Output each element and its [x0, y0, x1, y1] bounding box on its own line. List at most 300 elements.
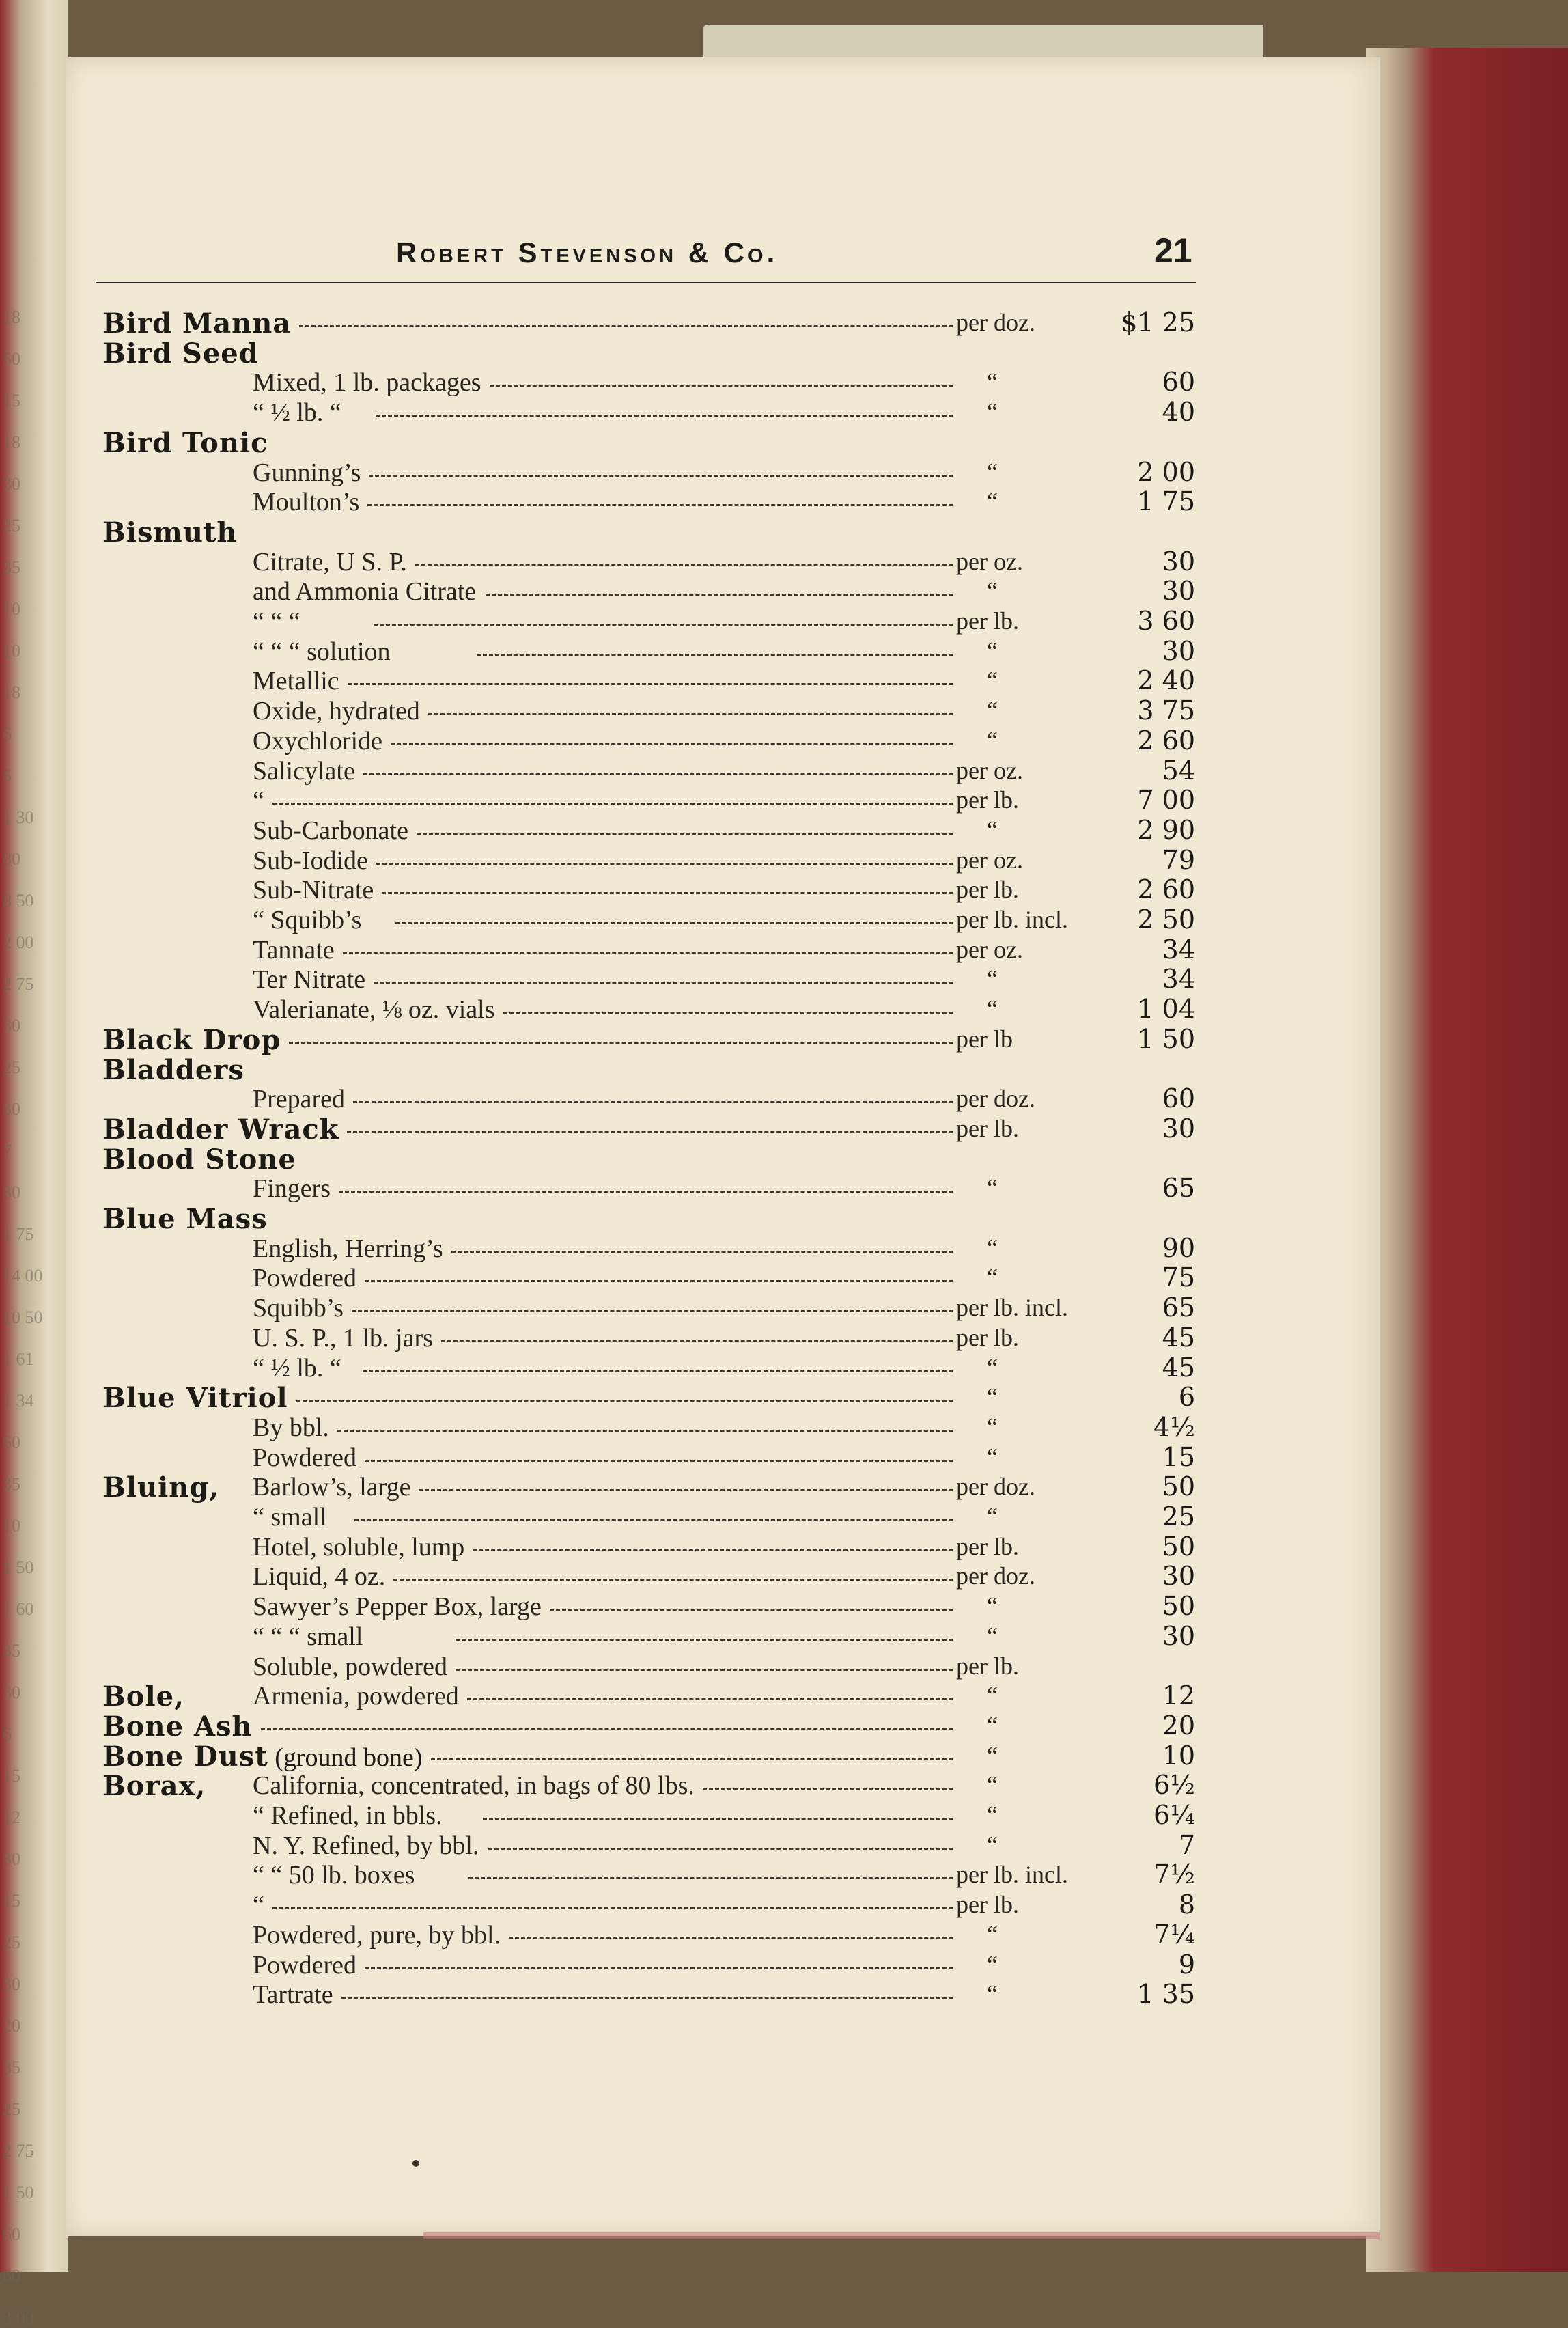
- entry-unit: per lb.: [956, 876, 1019, 903]
- dotted-leader: [376, 863, 953, 865]
- dotted-leader: [343, 952, 953, 954]
- facing-page-number: 80: [3, 849, 20, 869]
- entry-description: Powdered: [253, 1443, 356, 1472]
- entry-unit: per doz.: [956, 309, 1035, 336]
- facing-page-number: 1 34: [3, 1391, 34, 1411]
- entry-row: [0, 516, 1568, 549]
- entry-price: 65: [1162, 1173, 1195, 1203]
- entry-unit: “: [987, 458, 998, 486]
- entry-row: [0, 1979, 1568, 2009]
- dotted-leader: [369, 475, 953, 477]
- entry-row: [0, 1144, 1568, 1174]
- entry-description: Tannate: [253, 936, 335, 965]
- entry-unit: “: [987, 965, 998, 993]
- entry-unit: “: [987, 1413, 998, 1441]
- entry-price: 7 00: [1137, 785, 1195, 815]
- facing-page-number: 30: [3, 1974, 20, 1994]
- entry-row: [0, 397, 1568, 427]
- entry-unit: per lb. incl.: [956, 906, 1068, 933]
- entry-description: “: [253, 1891, 264, 1920]
- entry-price: 2 50: [1137, 904, 1195, 934]
- facing-page-number: 10: [3, 1516, 20, 1536]
- dotted-leader: [289, 1042, 953, 1044]
- entry-unit: per lb.: [956, 1324, 1019, 1351]
- entry-unit: per lb. incl.: [956, 1861, 1068, 1888]
- entry-price: $1 25: [1121, 307, 1195, 337]
- entry-row: [0, 337, 1568, 368]
- entry-description: “ Refined, in bbls.: [253, 1801, 443, 1830]
- dotted-leader: [376, 415, 953, 417]
- entry-price: 1 50: [1137, 1024, 1195, 1054]
- entry-price: 7½: [1153, 1859, 1195, 1889]
- dotted-leader: [354, 1519, 953, 1521]
- entry-description: “ “ “ solution: [253, 637, 391, 666]
- entry-description: Sub-Carbonate: [253, 816, 408, 845]
- entry-price: 30: [1162, 636, 1195, 666]
- entry-description: “: [253, 786, 264, 815]
- entry-row: [0, 665, 1568, 695]
- facing-page-number: 6: [3, 724, 12, 744]
- entry-description: “ Squibb’s: [253, 906, 362, 934]
- entry-price: 75: [1162, 1262, 1195, 1292]
- entry-unit: per oz.: [956, 548, 1023, 575]
- entry-row: [0, 725, 1568, 756]
- dotted-leader: [337, 1430, 953, 1432]
- entry-price: 40: [1162, 397, 1195, 427]
- entry-price: 2 00: [1137, 457, 1195, 487]
- facing-page-number: 18: [3, 432, 20, 452]
- entry-row: [0, 785, 1568, 815]
- dotted-leader: [509, 1937, 953, 1939]
- dotted-leader: [353, 1101, 953, 1103]
- entry-heading: Blood Stone: [102, 1144, 296, 1176]
- dotted-leader: [382, 892, 953, 894]
- entry-row: [0, 636, 1568, 666]
- entry-row: [0, 546, 1568, 577]
- entry-unit: “: [987, 816, 998, 844]
- facing-page-number: 60: [3, 2266, 20, 2286]
- dotted-leader: [483, 1818, 953, 1820]
- entry-row: [0, 1710, 1568, 1741]
- dotted-leader: [296, 1400, 953, 1402]
- entry-price: 30: [1162, 546, 1195, 577]
- facing-page-number: 2 75: [3, 974, 34, 994]
- entry-description: Powdered, pure, by bbl.: [253, 1921, 501, 1950]
- entry-price: 79: [1162, 845, 1195, 875]
- entry-row: [0, 934, 1568, 965]
- entry-row: [0, 1651, 1568, 1681]
- entry-unit: “: [987, 1354, 998, 1381]
- entry-unit: “: [987, 368, 998, 396]
- entry-description: Oxide, hydrated: [253, 697, 420, 725]
- entry-unit: “: [987, 1503, 998, 1530]
- entry-price: 3 75: [1137, 695, 1195, 725]
- dotted-leader: [374, 982, 953, 984]
- facing-page-number: 20: [3, 2016, 20, 2036]
- entry-unit: per oz.: [956, 757, 1023, 784]
- entry-price: 65: [1162, 1292, 1195, 1322]
- dotted-leader: [703, 1788, 953, 1790]
- entry-unit: “: [987, 995, 998, 1023]
- entry-price: 25: [1162, 1501, 1195, 1532]
- entry-description: “ ½ lb. “: [253, 1354, 341, 1383]
- entry-price: 1 75: [1137, 486, 1195, 516]
- facing-page-number: 6: [3, 1724, 12, 1744]
- entry-price: 20: [1162, 1710, 1195, 1741]
- entry-price: 60: [1162, 1083, 1195, 1113]
- entry-row: [0, 1113, 1568, 1144]
- entry-description: Valerianate, ⅛ oz. vials: [253, 995, 495, 1024]
- dotted-leader: [456, 1639, 953, 1641]
- entry-price: 34: [1162, 934, 1195, 965]
- facing-page-number: 30: [3, 1182, 20, 1202]
- entry-price: 30: [1162, 1561, 1195, 1591]
- facing-page-number: 3 00: [3, 2308, 34, 2327]
- dotted-leader: [365, 1280, 953, 1282]
- entry-price: 50: [1162, 1532, 1195, 1562]
- ink-dot: [412, 2160, 419, 2167]
- entry-row: [0, 1680, 1568, 1713]
- entry-unit: per lb. incl.: [956, 1294, 1068, 1321]
- entry-price: 3 60: [1137, 606, 1195, 636]
- entry-unit: “: [987, 637, 998, 665]
- entry-unit: per lb: [956, 1025, 1013, 1053]
- entry-row: [0, 1770, 1568, 1800]
- entry-row: [0, 457, 1568, 487]
- entry-description: Prepared: [253, 1085, 346, 1113]
- entry-description: Sub-Nitrate: [253, 876, 374, 904]
- facing-page-number: 30: [3, 1016, 20, 1036]
- entry-unit: “: [987, 1771, 998, 1799]
- entry-description: Barlow’s, large: [253, 1473, 411, 1501]
- entry-unit: “: [987, 1592, 998, 1620]
- page-header: Robert Stevenson & Co.: [396, 236, 779, 268]
- dotted-leader: [431, 1758, 953, 1760]
- dotted-leader: [367, 504, 953, 506]
- entry-description: Squibb’s: [253, 1294, 344, 1322]
- dotted-leader: [441, 1340, 953, 1342]
- facing-page-number: 12: [3, 1807, 20, 1827]
- entry-row: [0, 1203, 1568, 1233]
- facing-page-number: 30: [3, 1849, 20, 1869]
- entry-row: [0, 1292, 1568, 1322]
- entry-unit: “: [987, 1264, 998, 1291]
- entry-unit: “: [987, 697, 998, 724]
- facing-page-number: 1 60: [3, 1599, 34, 1619]
- entry-description: Citrate, U S. P.: [253, 548, 407, 577]
- entry-row: [0, 994, 1568, 1024]
- dotted-leader: [272, 803, 953, 805]
- entry-price: 7: [1178, 1830, 1195, 1860]
- entry-price: 7¼: [1153, 1920, 1195, 1950]
- entry-unit: per oz.: [956, 936, 1023, 963]
- entry-unit: “: [987, 1443, 998, 1471]
- entry-heading: Bone Ash: [102, 1710, 253, 1743]
- entry-price: 30: [1162, 1113, 1195, 1144]
- entry-row: [0, 1621, 1568, 1651]
- entry-price: 1 35: [1137, 1979, 1195, 2009]
- entry-price: 9: [1178, 1950, 1195, 1980]
- entry-row: [0, 1950, 1568, 1980]
- entry-price: 30: [1162, 1621, 1195, 1651]
- entry-description: “ “ 50 lb. boxes: [253, 1861, 415, 1889]
- entry-row: [0, 1262, 1568, 1292]
- entry-heading: Bird Manna: [102, 307, 292, 340]
- dotted-leader: [503, 1012, 953, 1014]
- entry-row: [0, 307, 1568, 340]
- entry-unit: per oz.: [956, 846, 1023, 874]
- entry-row: [0, 606, 1568, 636]
- entry-row: [0, 1173, 1568, 1203]
- facing-page-number: 25: [3, 1932, 20, 1952]
- dotted-leader: [456, 1669, 953, 1671]
- entry-price: 10: [1162, 1741, 1195, 1771]
- entry-description: “ small: [253, 1503, 327, 1532]
- entry-unit: “: [987, 1712, 998, 1739]
- entry-price: 15: [1162, 1442, 1195, 1472]
- entry-price: 45: [1162, 1353, 1195, 1383]
- entry-price: 12: [1162, 1680, 1195, 1710]
- entry-price: 2 40: [1137, 665, 1195, 695]
- dotted-leader: [299, 325, 953, 327]
- facing-page-number: 2 75: [3, 2141, 34, 2161]
- facing-page-number: 1 30: [3, 807, 34, 827]
- facing-page-number: 35: [3, 1641, 20, 1661]
- entry-price: 60: [1162, 367, 1195, 397]
- entry-description: N. Y. Refined, by bbl.: [253, 1831, 479, 1860]
- entry-description: Powdered: [253, 1951, 356, 1980]
- dotted-leader: [391, 743, 953, 745]
- entry-row: [0, 1800, 1568, 1830]
- entry-row: [0, 1322, 1568, 1353]
- entry-unit: “: [987, 727, 998, 754]
- dotted-leader: [341, 1997, 953, 1999]
- dotted-leader: [261, 1728, 953, 1730]
- facing-page-number: 8 50: [3, 891, 34, 911]
- entry-row: [0, 756, 1568, 786]
- entry-description: Moulton’s: [253, 488, 360, 516]
- dotted-leader: [339, 1191, 953, 1193]
- entry-unit: per doz.: [956, 1085, 1035, 1112]
- entry-price: 2 90: [1137, 815, 1195, 845]
- entry-description: Tartrate: [253, 1980, 333, 2009]
- facing-page-number: 1 61: [3, 1349, 34, 1369]
- entry-row: [0, 1889, 1568, 1920]
- dotted-leader: [415, 564, 953, 566]
- dotted-leader: [428, 713, 953, 715]
- facing-page-number: 10: [3, 641, 20, 661]
- facing-page-number: 25: [3, 516, 20, 536]
- entry-unit: per lb.: [956, 607, 1019, 635]
- dotted-leader: [365, 1460, 953, 1462]
- facing-page-number: 30: [3, 1099, 20, 1119]
- entry-heading: Bladders: [102, 1054, 244, 1086]
- facing-page-number: 5: [3, 766, 12, 786]
- entry-price: 45: [1162, 1322, 1195, 1353]
- entry-price: 90: [1162, 1233, 1195, 1263]
- entry-heading: Black Drop: [102, 1024, 281, 1056]
- entry-row: [0, 1024, 1568, 1054]
- entry-unit: “: [987, 1951, 998, 1978]
- facing-page-number: 1 50: [3, 2182, 34, 2202]
- entry-unit: “: [987, 1831, 998, 1859]
- entry-row: [0, 1591, 1568, 1621]
- header-rule: [96, 282, 1196, 283]
- dotted-leader: [467, 1698, 953, 1700]
- facing-page-number: 50: [3, 349, 20, 369]
- entry-row: [0, 1442, 1568, 1472]
- entry-price: 54: [1162, 756, 1195, 786]
- facing-page-number: 7: [3, 1141, 12, 1161]
- entry-heading: Borax,: [102, 1770, 206, 1802]
- entry-heading: Bird Seed: [102, 337, 259, 370]
- entry-price: 8: [1178, 1889, 1195, 1920]
- dotted-leader: [363, 773, 953, 775]
- entry-unit: “: [987, 1980, 998, 2008]
- entry-row: [0, 1859, 1568, 1889]
- entry-row: [0, 427, 1568, 457]
- entry-unit: per lb.: [956, 1533, 1019, 1560]
- entry-row: [0, 904, 1568, 934]
- facing-page-number: 18: [3, 307, 20, 327]
- entry-row: [0, 1561, 1568, 1591]
- facing-page-number: 15: [3, 1891, 20, 1911]
- dotted-leader: [352, 1310, 953, 1312]
- page-number: 21: [1154, 232, 1192, 270]
- dotted-leader: [488, 1848, 953, 1850]
- entry-description: “ “ “: [253, 607, 300, 636]
- entry-row: [0, 1920, 1568, 1950]
- entry-row: [0, 1532, 1568, 1562]
- entry-description: Oxychloride: [253, 727, 382, 756]
- entry-description: Mixed, 1 lb. packages: [253, 368, 481, 397]
- dotted-leader: [365, 1967, 953, 1969]
- page-bottom-edge: [423, 2232, 1380, 2239]
- entry-unit: “: [987, 1174, 998, 1202]
- entry-description: U. S. P., 1 lb. jars: [253, 1324, 433, 1353]
- facing-page-number: 60: [3, 1432, 20, 1452]
- entry-row: [0, 1054, 1568, 1084]
- entry-heading: Bismuth: [102, 516, 238, 549]
- facing-page-number: 25: [3, 1057, 20, 1077]
- entry-price: 4½: [1153, 1412, 1195, 1442]
- entry-unit: per doz.: [956, 1473, 1035, 1500]
- facing-page-number: 1 50: [3, 1557, 34, 1577]
- entry-unit: “: [987, 667, 998, 694]
- entry-row: [0, 874, 1568, 904]
- dotted-leader: [347, 1131, 953, 1133]
- dotted-leader: [550, 1609, 953, 1611]
- entry-unit: “: [987, 1234, 998, 1262]
- entry-row: [0, 815, 1568, 845]
- entry-row: [0, 367, 1568, 397]
- entry-description: Sub-Iodide: [253, 846, 368, 875]
- entry-price: 6: [1178, 1382, 1195, 1412]
- entry-heading: Blue Mass: [102, 1203, 268, 1235]
- entry-row: [0, 1233, 1568, 1263]
- facing-page-number: 35: [3, 2057, 20, 2077]
- entry-price: 34: [1162, 964, 1195, 994]
- dotted-leader: [417, 833, 953, 835]
- entry-description: “ ½ lb. “: [253, 398, 341, 427]
- entry-unit: “: [987, 1921, 998, 1948]
- entry-description: By bbl.: [253, 1413, 329, 1442]
- entry-description: “ “ “ small: [253, 1622, 363, 1651]
- facing-page-number: 30: [3, 1682, 20, 1702]
- entry-row: [0, 1083, 1568, 1113]
- entry-description: California, concentrated, in bags of 80 lbs.: [253, 1771, 695, 1800]
- entry-row: [0, 1741, 1568, 1771]
- entry-unit: “: [987, 1682, 998, 1709]
- entry-row: [0, 964, 1568, 994]
- facing-page-number: 35: [3, 557, 20, 577]
- entry-description: Gunning’s: [253, 458, 361, 487]
- dotted-leader: [363, 1370, 953, 1372]
- entry-row: [0, 1471, 1568, 1504]
- entry-description: Fingers: [253, 1174, 331, 1203]
- entry-row: [0, 1830, 1568, 1860]
- entry-description: English, Herring’s: [253, 1234, 443, 1263]
- facing-page-number: 1 75: [3, 1224, 34, 1244]
- entry-row: [0, 1501, 1568, 1532]
- entry-row: [0, 1353, 1568, 1383]
- entry-heading: Bone Dust (ground bone): [102, 1741, 423, 1773]
- entry-unit: “: [987, 1801, 998, 1829]
- facing-page-number: 2 00: [3, 932, 34, 952]
- entry-price: 2 60: [1137, 874, 1195, 904]
- entry-heading: Bluing,: [102, 1471, 220, 1504]
- entry-unit: “: [987, 488, 998, 515]
- entry-row: [0, 695, 1568, 725]
- entry-unit: “: [987, 1622, 998, 1650]
- entry-description: Soluble, powdered: [253, 1652, 447, 1681]
- facing-page-number: 15: [3, 391, 20, 411]
- entry-price: 6¼: [1153, 1800, 1195, 1830]
- entry-price: 6½: [1153, 1770, 1195, 1800]
- facing-page-number: 60: [3, 2224, 20, 2244]
- entry-price: 50: [1162, 1471, 1195, 1501]
- dotted-leader: [468, 1877, 953, 1879]
- entry-heading: Blue Vitriol: [102, 1382, 288, 1414]
- entry-row: [0, 1412, 1568, 1442]
- entry-unit: “: [987, 398, 998, 426]
- dotted-leader: [490, 385, 953, 387]
- entry-heading: Bird Tonic: [102, 427, 268, 459]
- dotted-leader: [486, 594, 953, 596]
- entry-unit: per lb.: [956, 1115, 1019, 1142]
- dotted-leader: [451, 1251, 953, 1253]
- dotted-leader: [374, 624, 953, 626]
- facing-page-number: 10: [3, 599, 20, 619]
- entry-row: [0, 486, 1568, 516]
- entry-unit: per lb.: [956, 786, 1019, 814]
- entry-heading: Bole,: [102, 1680, 185, 1713]
- dotted-leader: [272, 1907, 953, 1909]
- entry-row: [0, 845, 1568, 875]
- dotted-leader: [473, 1549, 953, 1551]
- entry-description: Sawyer’s Pepper Box, large: [253, 1592, 542, 1621]
- facing-page-number: 30: [3, 474, 20, 494]
- entry-unit: “: [987, 1383, 998, 1411]
- entry-description: Powdered: [253, 1264, 356, 1292]
- dotted-leader: [393, 1579, 953, 1581]
- entry-description: Ter Nitrate: [253, 965, 366, 994]
- entry-heading: Bladder Wrack: [102, 1113, 339, 1146]
- dotted-leader: [348, 683, 953, 685]
- entry-description: Armenia, powdered: [253, 1682, 459, 1710]
- facing-page-number: 10 50: [3, 1307, 43, 1327]
- entry-price: 2 60: [1137, 725, 1195, 756]
